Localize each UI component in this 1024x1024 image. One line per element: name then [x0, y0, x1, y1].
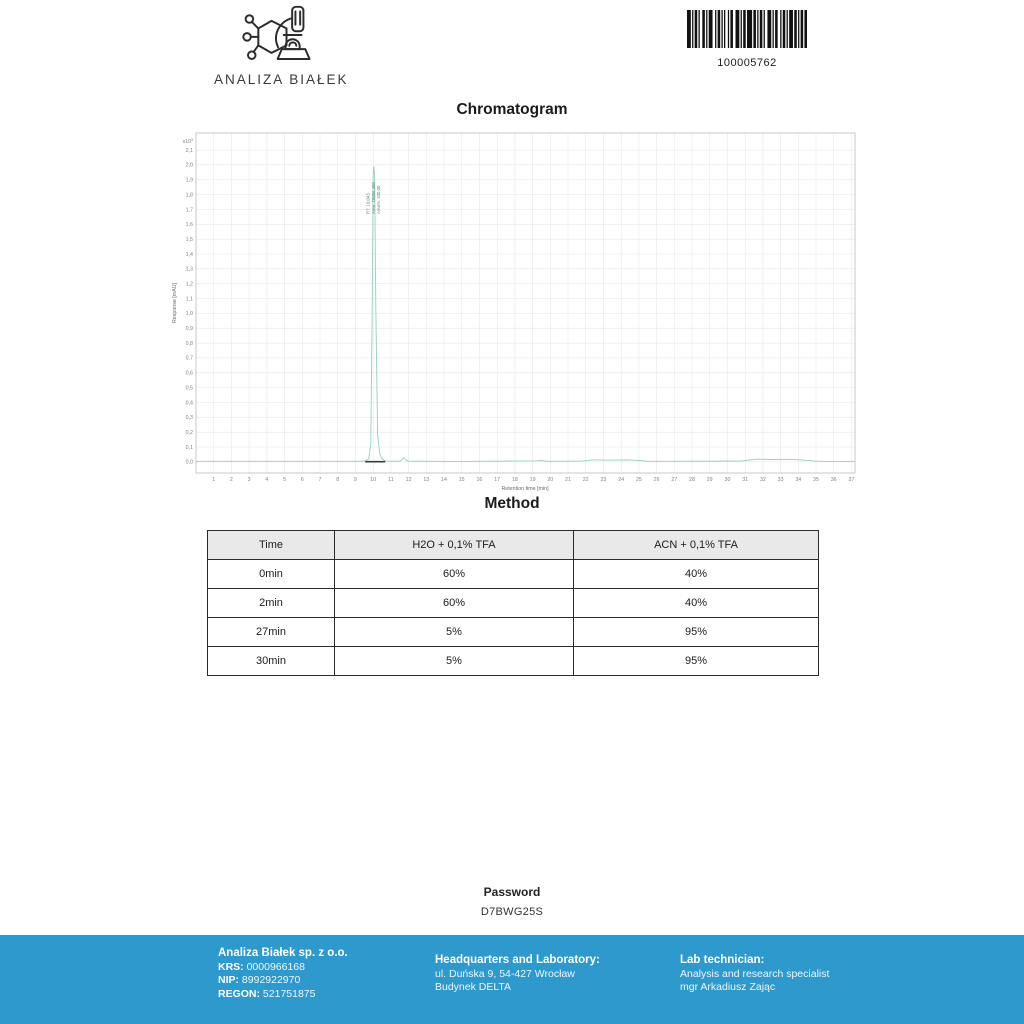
svg-text:34: 34: [795, 477, 802, 483]
atom-circle: [243, 33, 251, 41]
peak-annotations: [366, 182, 382, 214]
headquarters-address: ul. Duńska 9, 54-427 Wrocław: [435, 967, 575, 980]
svg-text:11: 11: [388, 477, 394, 483]
svg-text:27: 27: [671, 477, 678, 483]
logo-text: ANALIZA BIAŁEK: [214, 72, 349, 87]
company-logo: [214, 4, 349, 87]
svg-text:0,4: 0,4: [185, 400, 193, 407]
atom-circle: [248, 51, 256, 59]
svg-text:1,5: 1,5: [185, 237, 193, 243]
svg-text:3: 3: [247, 477, 251, 483]
svg-text:10: 10: [370, 477, 377, 483]
svg-text:1,9: 1,9: [185, 177, 193, 184]
y-tick-labels: [186, 148, 193, 466]
y-scale-label: $x10^3$: [182, 138, 193, 145]
svg-text:33: 33: [777, 477, 784, 483]
svg-text:9: 9: [353, 477, 357, 483]
method-table-cell: 40%: [574, 560, 819, 589]
svg-text:17: 17: [494, 477, 501, 483]
chart-grid: [196, 133, 855, 473]
svg-text:1,0: 1,0: [185, 311, 193, 318]
headquarters-building: Budynek DELTA: [435, 981, 512, 993]
password-value: D7BWG25S: [480, 906, 544, 918]
svg-text:2: 2: [229, 477, 233, 483]
method-table: [207, 530, 819, 676]
svg-text:24: 24: [618, 477, 625, 483]
svg-text:1,4: 1,4: [185, 251, 193, 258]
svg-text:25: 25: [635, 477, 642, 483]
barcode-number: 100005762: [717, 57, 777, 69]
company-nip-line: NIP: 8992922970: [218, 974, 301, 986]
svg-text:Area: 28886,488: Area: 28886,488: [370, 182, 376, 214]
svg-text:0,0: 0,0: [185, 459, 193, 466]
method-table-row: [208, 589, 819, 618]
method-column-header: ACN + 0,1% TFA: [574, 531, 819, 560]
method-table-row: [208, 647, 819, 676]
svg-text:Area%: 100,00: Area%: 100,00: [376, 185, 382, 214]
method-table-cell: 27min: [208, 618, 335, 647]
svg-text:1,3: 1,3: [185, 266, 193, 273]
svg-text:32: 32: [759, 477, 766, 483]
x-axis-title: Retention time [min]: [501, 486, 549, 492]
barcode-block: [687, 10, 807, 69]
method-table-cell: 95%: [574, 647, 819, 676]
method-column-header: Time: [208, 531, 335, 560]
svg-text:0,1: 0,1: [185, 444, 193, 451]
method-table-head: [208, 531, 819, 560]
company-regon-line: REGON: 521751875: [218, 987, 316, 1000]
x-tick-labels: [212, 477, 854, 483]
method-table-cell: 0min: [208, 560, 335, 589]
password-label: Password: [483, 885, 541, 899]
svg-text:0,8: 0,8: [185, 340, 193, 347]
footer: [0, 935, 1024, 1024]
svg-text:23: 23: [600, 477, 607, 483]
method-column-header: H2O + 0,1% TFA: [335, 531, 574, 560]
svg-text:14: 14: [441, 477, 447, 483]
svg-text:20: 20: [547, 477, 554, 483]
svg-text:0,3: 0,3: [185, 415, 193, 422]
method-table-row: [208, 560, 819, 589]
microscope-glyph: [276, 7, 309, 59]
svg-text:26: 26: [653, 477, 660, 483]
svg-text:1,2: 1,2: [185, 281, 193, 288]
svg-text:18: 18: [511, 477, 518, 483]
svg-text:31: 31: [742, 477, 749, 483]
svg-text:RT: 10,043: RT: 10,043: [365, 193, 371, 214]
svg-text:19: 19: [529, 477, 536, 483]
headquarters-title: Headquarters and Laboratory:: [435, 954, 600, 966]
method-table-cell: 30min: [208, 647, 335, 676]
svg-text:4: 4: [265, 477, 269, 483]
svg-text:2,1: 2,1: [185, 147, 193, 154]
company-krs-line: KRS: 0000966168: [218, 960, 305, 973]
technician-name: mgr Arkadiusz Zając: [680, 981, 776, 993]
method-table-cell: 60%: [335, 589, 574, 618]
svg-text:22: 22: [582, 477, 589, 483]
svg-text:37: 37: [848, 477, 855, 483]
y-axis-title: Response [mAU]: [172, 282, 178, 324]
hexagon-molecule: [258, 21, 286, 53]
svg-text:0,9: 0,9: [185, 326, 193, 332]
logo-icon: [237, 4, 321, 66]
svg-text:1,7: 1,7: [185, 207, 193, 214]
svg-text:0,6: 0,6: [185, 370, 193, 377]
chromatogram-title: Chromatogram: [456, 101, 568, 118]
footer-company-block: [218, 947, 348, 1001]
svg-text:1: 1: [212, 477, 216, 483]
technician-title: Lab technician:: [680, 954, 765, 966]
technician-role: Analysis and research specialist: [680, 967, 830, 980]
footer-headquarters-block: [435, 954, 600, 995]
svg-text:0,7: 0,7: [185, 355, 193, 362]
method-title: Method: [484, 495, 540, 512]
svg-text:0,5: 0,5: [185, 385, 193, 392]
footer-technician-block: [680, 954, 829, 995]
svg-text:13: 13: [423, 477, 430, 483]
method-table-row: [208, 618, 819, 647]
barcode: [687, 10, 807, 48]
method-table-body: [208, 560, 819, 676]
svg-text:28: 28: [689, 477, 695, 483]
method-table-cell: 95%: [574, 618, 819, 647]
svg-text:8: 8: [336, 477, 340, 483]
svg-text:36: 36: [830, 477, 837, 483]
atom-circle: [246, 15, 254, 23]
svg-text:1,8: 1,8: [185, 192, 193, 199]
svg-text:2,0: 2,0: [185, 162, 193, 169]
svg-text:1,1: 1,1: [185, 296, 193, 303]
svg-text:1,6: 1,6: [185, 222, 193, 229]
svg-text:6: 6: [300, 477, 304, 483]
method-table-cell: 60%: [335, 560, 574, 589]
svg-text:15: 15: [458, 477, 465, 483]
svg-text:0,2: 0,2: [185, 430, 193, 436]
svg-text:16: 16: [476, 477, 483, 483]
method-table-cell: 40%: [574, 589, 819, 618]
svg-text:7: 7: [318, 477, 322, 483]
svg-text:30: 30: [724, 477, 731, 483]
svg-text:35: 35: [813, 477, 819, 483]
company-name: Analiza Białek sp. z o.o.: [218, 947, 348, 959]
method-table-cell: 5%: [335, 618, 574, 647]
method-table-cell: 2min: [208, 589, 335, 618]
chromatogram-chart: [168, 124, 858, 496]
svg-text:21: 21: [565, 477, 571, 483]
svg-text:12: 12: [405, 477, 412, 483]
plot-frame: [196, 133, 855, 473]
method-table-cell: 5%: [335, 647, 574, 676]
svg-text:29: 29: [706, 477, 713, 483]
svg-text:5: 5: [283, 477, 287, 483]
